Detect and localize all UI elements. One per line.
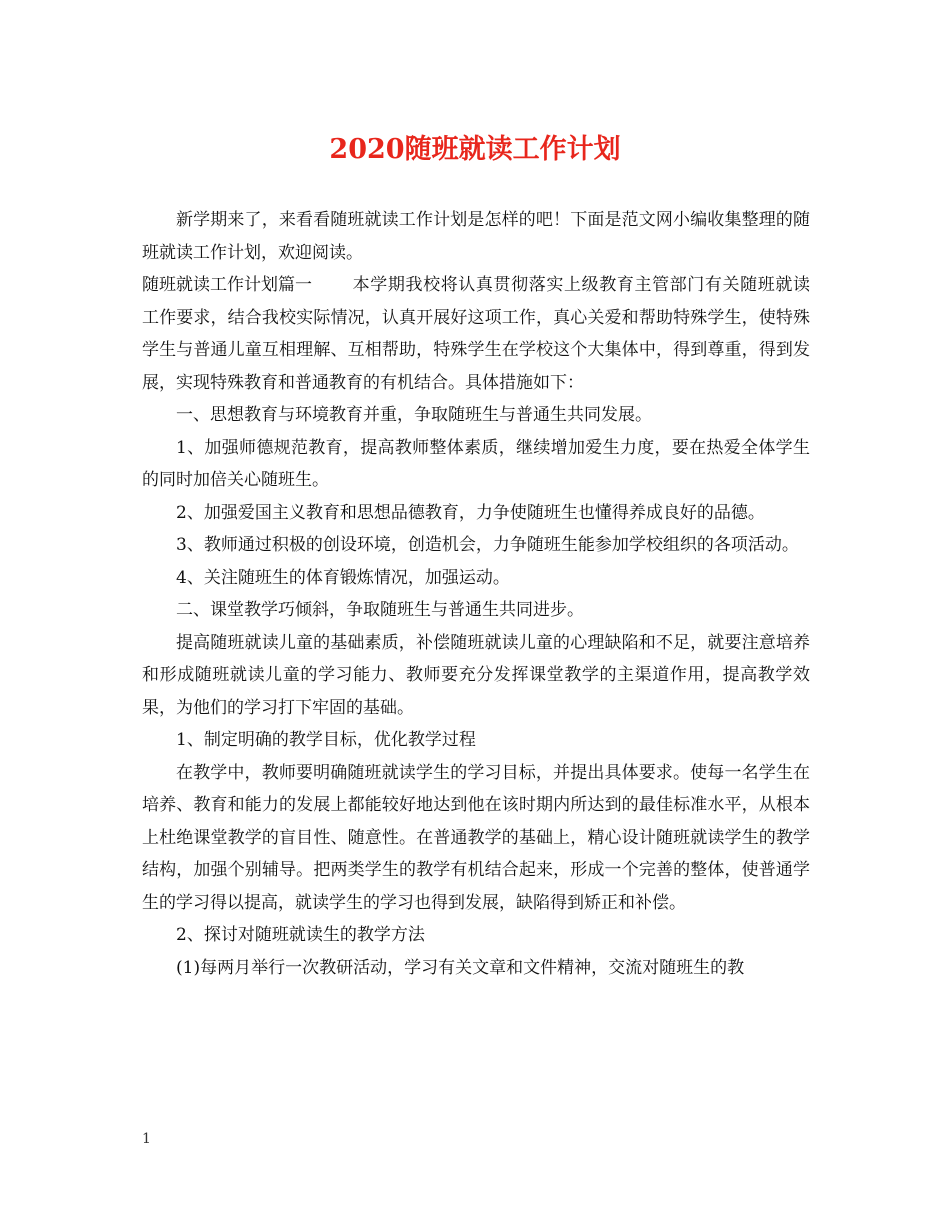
body-paragraph: 提高随班就读儿童的基础素质，补偿随班就读儿童的心理缺陷和不足，就要注意培养和形成随班就读儿童的学习能力、教师要充分发挥课堂教学的主渠道作用，提高教学效果，为他们的学习打下牢固的基础。 xyxy=(142,632,810,718)
plan-section-paragraph xyxy=(142,269,810,399)
heading-one: 一、思想教育与环境教育并重，争取随班生与普通生共同发展。 xyxy=(176,405,652,425)
document-body xyxy=(142,204,810,984)
intro-paragraph: 新学期来了，来看看随班就读工作计划是怎样的吧！下面是范文网小编收集整理的随班就读工作计划，欢迎阅读。 xyxy=(142,210,810,263)
subheading: 1、制定明确的教学目标，优化教学过程 xyxy=(176,730,476,750)
body-paragraph: 在教学中，教师要明确随班就读学生的学习目标，并提出具体要求。使每一名学生在培养、教育和能力的发展上都能较好地达到他在该时期内所达到的最佳标准水平，从根本上杜绝课堂教学的盲目性、随意性。在普通教学的基础上，精心设计随班就读学生的教学结构，加强个别辅导。把两类学生的教学有机结合起来，形成一个完善的整体，使普通学生的学习得以提高，就读学生的学习也得到发展，缺陷得到矫正和补偿。 xyxy=(142,762,810,913)
section-intro-text: 本学期我校将认真贯彻落实上级教育主管部门有关随班就读工作要求，结合我校实际情况，认真开展好这项工作，真心关爱和帮助特殊学生，使特殊学生与普通儿童互相理解、互相帮助，特殊学生在学校这个大集体中，得到尊重，得到发展，实现特殊教育和普通教育的有机结合。具体措施如下： xyxy=(142,275,810,393)
list-item: 2、加强爱国主义教育和思想品德教育，力争使随班生也懂得养成良好的品德。 xyxy=(176,502,765,523)
heading-two: 二、课堂教学巧倾斜，争取随班生与普通生共同进步。 xyxy=(176,600,584,620)
list-item: 4、关注随班生的体育锻炼情况，加强运动。 xyxy=(176,567,510,588)
subheading: 2、探讨对随班就读生的教学方法 xyxy=(176,925,425,945)
list-item: 3、教师通过积极的创设环境，创造机会，力争随班生能参加学校组织的各项活动。 xyxy=(176,535,799,555)
document-title: 2020随班就读工作计划 xyxy=(329,134,621,165)
section-heading: 随班就读工作计划篇一 xyxy=(142,275,312,295)
list-item: 1、加强师德规范教育，提高教师整体素质，继续增加爱生力度，要在热爱全体学生的同时加倍关心随班生。 xyxy=(142,437,810,490)
body-paragraph: (1)每两月举行一次教研活动，学习有关文章和文件精神，交流对随班生的教 xyxy=(176,957,745,978)
page-number: 1 xyxy=(142,1131,151,1147)
